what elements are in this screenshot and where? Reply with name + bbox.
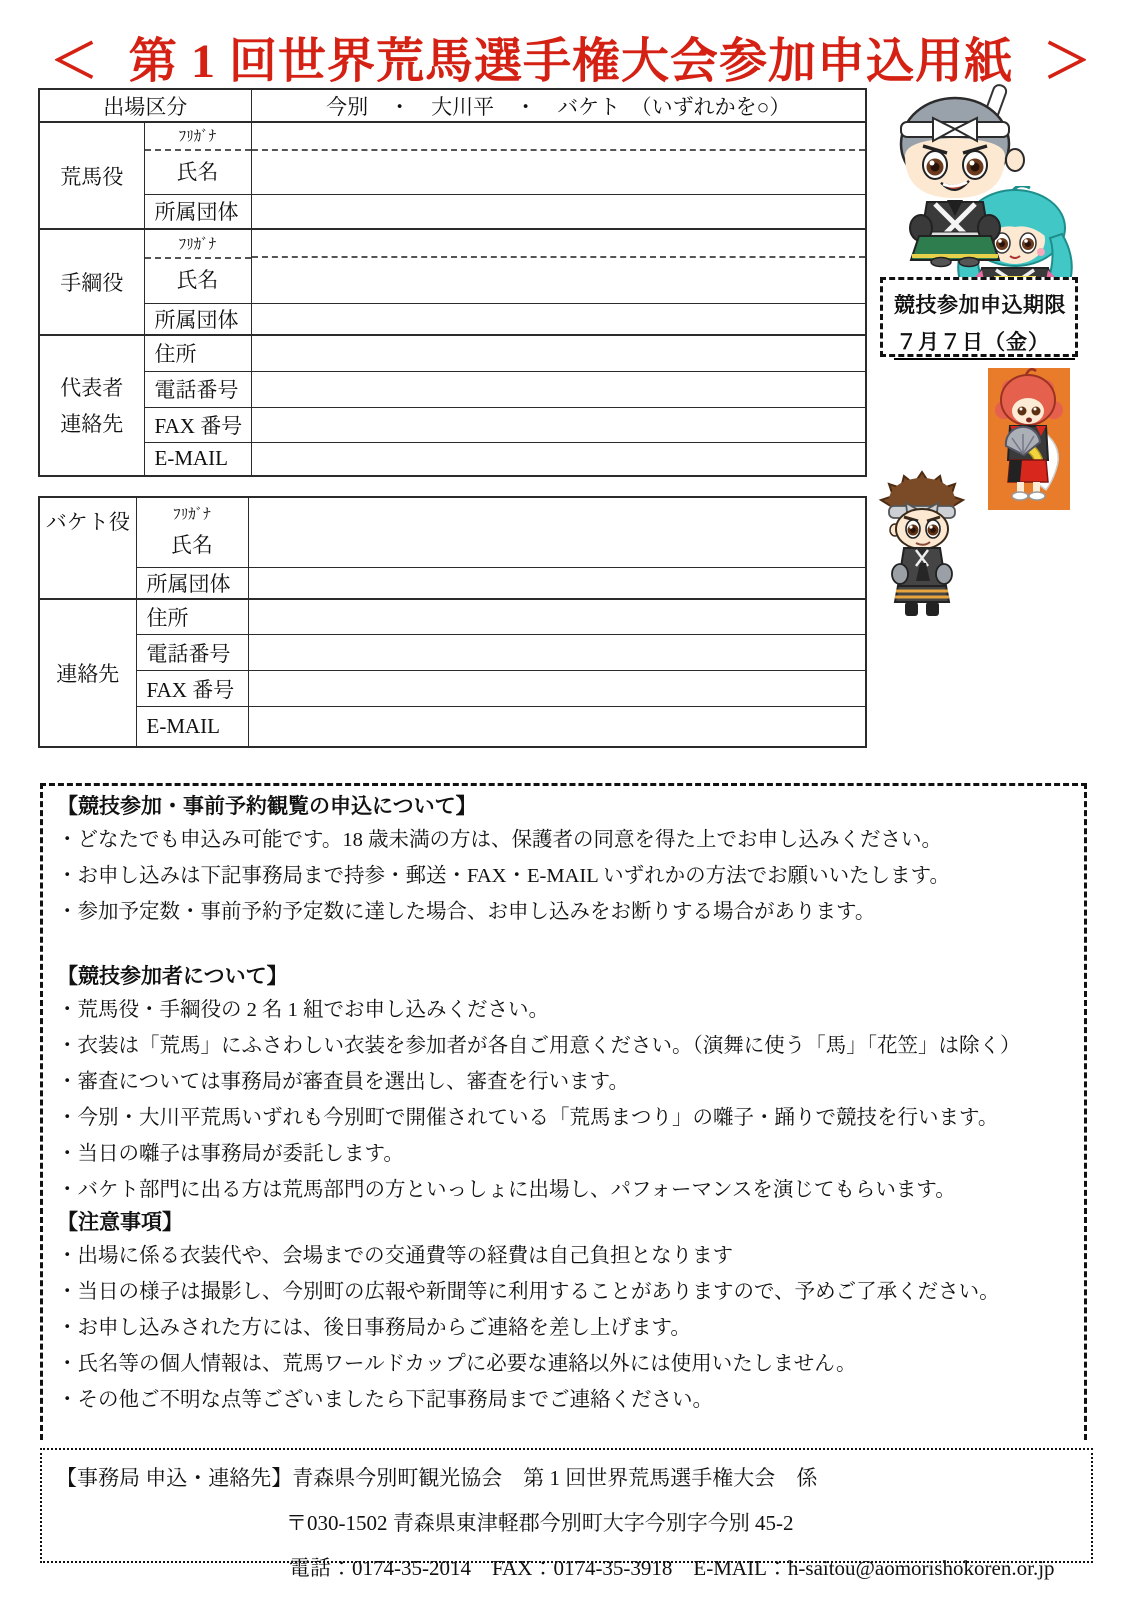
red-hair-girl-card-mascot-illustration bbox=[988, 368, 1070, 510]
contact-email-input[interactable] bbox=[248, 707, 866, 747]
contact-phone-input[interactable] bbox=[248, 635, 866, 671]
title-bracket-left: ＜ bbox=[50, 35, 100, 88]
note-item: ・バケト部門に出る方は荒馬部門の方といっしょに出場し、パフォーマンスを演じてもらいます。 bbox=[57, 1179, 956, 1201]
group-label-aramauma: 荒馬役 bbox=[39, 122, 144, 229]
baketo-furigana-name-label bbox=[136, 497, 248, 567]
notes-section3-heading: 【注意事項】 bbox=[57, 1211, 183, 1234]
notes-section2-heading: 【競技参加者について】 bbox=[57, 965, 288, 988]
baketo-table bbox=[38, 496, 867, 748]
rep-address-label: 住所 bbox=[144, 335, 251, 371]
note-item: ・出場に係る衣装代や、会場までの交通費等の経費は自己負担となります bbox=[57, 1245, 734, 1267]
deadline-date: ７月７日（金） bbox=[894, 326, 1075, 360]
group-label-representative bbox=[39, 335, 144, 476]
rep-email-input[interactable] bbox=[251, 442, 866, 476]
note-item: ・当日の様子は撮影し、今別町の広報や新聞等に利用することがありますので、予めご了承ください。 bbox=[57, 1281, 1000, 1303]
group-label-tazuna: 手綱役 bbox=[39, 229, 144, 335]
title-bracket-right: ＞ bbox=[1042, 35, 1092, 88]
brown-hair-boy-mascot-illustration bbox=[876, 470, 968, 620]
furigana-label: ﾌﾘｶﾞﾅ bbox=[145, 123, 251, 151]
note-item: ・お申し込みは下記事務局まで持参・郵送・FAX・E-MAIL いずれかの方法でお願いいたします。 bbox=[57, 865, 950, 887]
contact-phone-label: 電話番号 bbox=[136, 635, 248, 671]
aramauma-furigana-name-label bbox=[144, 122, 251, 194]
note-item: ・荒馬役・手綱役の 2 名 1 組でお申し込みください。 bbox=[57, 999, 549, 1021]
aramauma-org-input[interactable] bbox=[251, 194, 866, 229]
note-item: ・氏名等の個人情報は、荒馬ワールドカップに必要な連絡以外には使用いたしません。 bbox=[57, 1353, 857, 1375]
contact-address-label: 住所 bbox=[136, 599, 248, 635]
note-item: ・どなたでも申込み可能です。18 歳未満の方は、保護者の同意を得た上でお申し込みください。 bbox=[57, 829, 942, 851]
division-label-cell: 出場区分 bbox=[39, 89, 251, 122]
tazuna-furigana-name-label bbox=[144, 229, 251, 303]
furigana-label: ﾌﾘｶﾞﾅ bbox=[173, 507, 211, 524]
office-contact-box bbox=[40, 1448, 1093, 1580]
rep-label-line2: 連絡先 bbox=[60, 411, 124, 436]
rep-label-line1: 代表者 bbox=[60, 375, 124, 400]
note-item: ・衣装は「荒馬」にふさわしい衣装を参加者が各自ご用意ください。（演舞に使う「馬」「花笠」は除く） bbox=[57, 1035, 1021, 1057]
rep-phone-label: 電話番号 bbox=[144, 371, 251, 407]
group-label-baketo: バケト役 bbox=[39, 497, 136, 599]
rep-fax-input[interactable] bbox=[251, 407, 866, 442]
contact-email-label: E-MAIL bbox=[136, 707, 248, 747]
rep-fax-label: FAX 番号 bbox=[144, 407, 251, 442]
note-item: ・お申し込みされた方には、後日事務局からご連絡を差し上げます。 bbox=[57, 1317, 691, 1339]
contact-address-input[interactable] bbox=[248, 599, 866, 635]
name-label: 氏名 bbox=[171, 533, 213, 558]
group-label-contact: 連絡先 bbox=[39, 599, 136, 747]
contact-fax-input[interactable] bbox=[248, 671, 866, 707]
tazuna-org-label: 所属団体 bbox=[144, 303, 251, 335]
baketo-org-label: 所属団体 bbox=[136, 567, 248, 599]
grey-hair-dancer-mascot-illustration bbox=[875, 80, 1045, 268]
entry-table bbox=[38, 88, 867, 477]
division-options-cell[interactable]: 今別 ・ 大川平 ・ バケト （いずれかを○） bbox=[251, 89, 866, 122]
rep-phone-input[interactable] bbox=[251, 371, 866, 407]
deadline-box bbox=[880, 277, 1078, 357]
note-item: ・審査については事務局が審査員を選出し、審査を行います。 bbox=[57, 1071, 629, 1093]
contact-fax-label: FAX 番号 bbox=[136, 671, 248, 707]
office-line-address: 〒030-1502 青森県東津軽郡今別町大字今別字今別 45-2 bbox=[286, 1511, 794, 1535]
note-item: ・当日の囃子は事務局が委託します。 bbox=[57, 1143, 404, 1165]
page-title-text: 第 1 回世界荒馬選手権大会参加申込用紙 bbox=[128, 35, 1013, 88]
tazuna-org-input[interactable] bbox=[251, 303, 866, 335]
notes-section1-heading: 【競技参加・事前予約観覧の申込について】 bbox=[57, 795, 477, 818]
rep-email-label: E-MAIL bbox=[144, 442, 251, 476]
office-line-organization: 【事務局 申込・連絡先】青森県今別町観光協会 第 1 回世界荒馬選手権大会 係 bbox=[56, 1466, 818, 1490]
furigana-divider-line bbox=[252, 149, 866, 151]
aramauma-org-label: 所属団体 bbox=[144, 194, 251, 229]
note-item: ・今別・大川平荒馬いずれも今別町で開催されている「荒馬まつり」の囃子・踊りで競技を行います。 bbox=[57, 1107, 999, 1129]
name-label: 氏名 bbox=[176, 160, 219, 185]
note-item: ・その他ご不明な点等ございましたら下記事務局までご連絡ください。 bbox=[57, 1389, 713, 1411]
furigana-divider-line bbox=[252, 256, 866, 258]
baketo-name-input[interactable] bbox=[248, 497, 866, 567]
furigana-label: ﾌﾘｶﾞﾅ bbox=[145, 231, 251, 259]
office-line-phone-fax-email: 電話：0174-35-2014 FAX：0174-35-3918 E-MAIL：h-saitou@aomorishokoren.or.jp bbox=[289, 1556, 1055, 1580]
name-label: 氏名 bbox=[176, 268, 219, 293]
deadline-heading: 競技参加申込期限 bbox=[894, 294, 1066, 317]
rep-address-input[interactable] bbox=[251, 335, 866, 371]
notes-box bbox=[40, 783, 1087, 1440]
note-item: ・参加予定数・事前予約予定数に達した場合、お申し込みをお断りする場合があります。 bbox=[57, 901, 876, 923]
tazuna-name-input[interactable] bbox=[251, 229, 866, 303]
baketo-org-input[interactable] bbox=[248, 567, 866, 599]
aramauma-name-input[interactable] bbox=[251, 122, 866, 194]
